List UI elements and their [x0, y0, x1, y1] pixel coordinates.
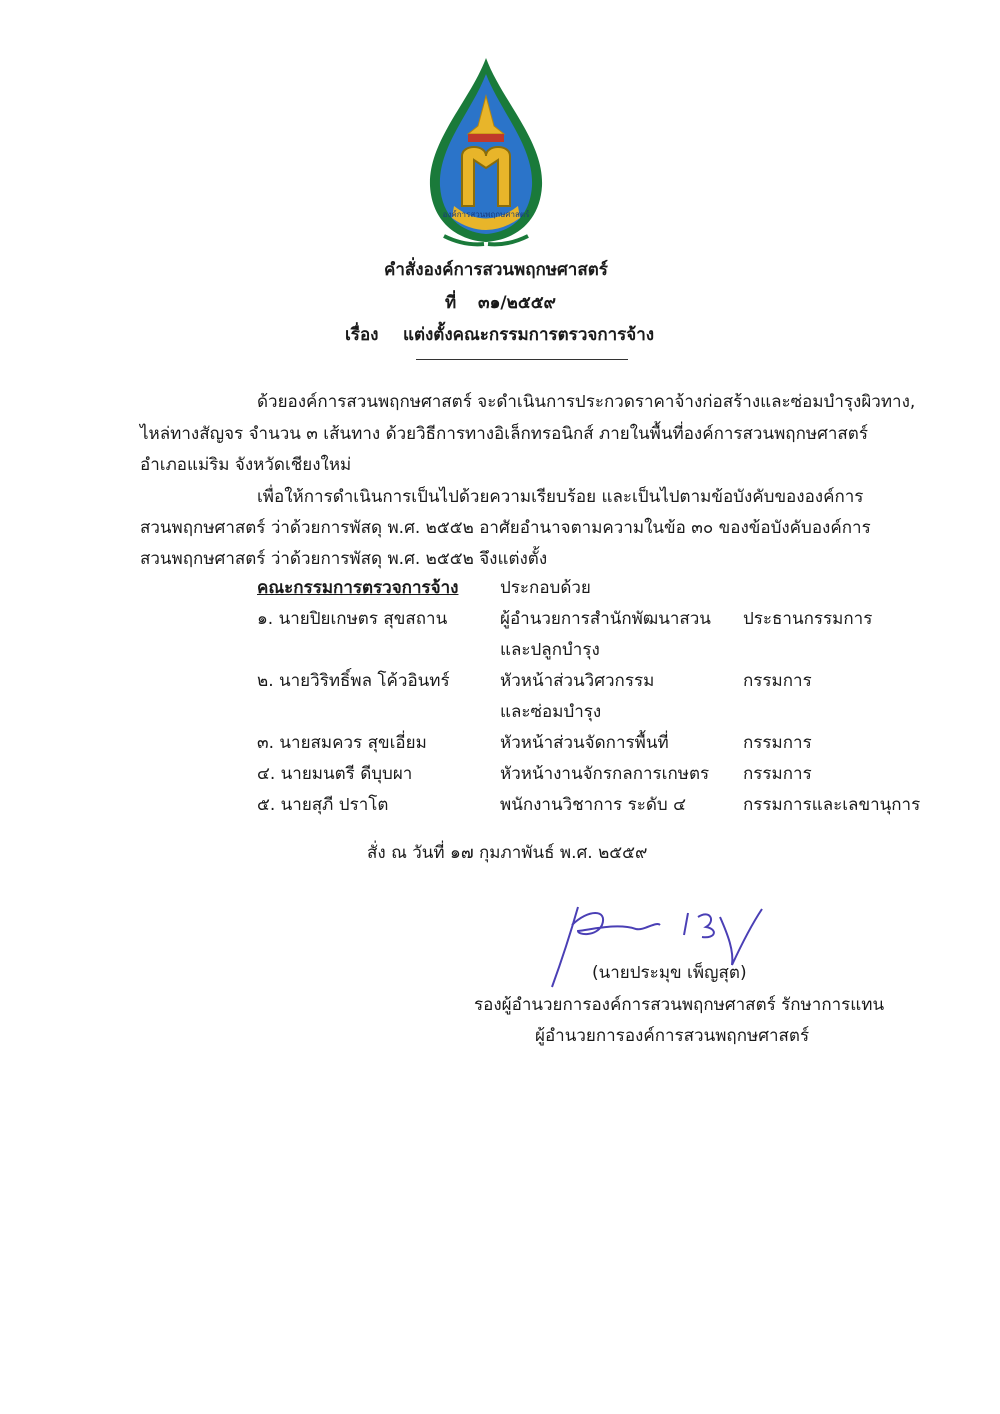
order-date: สั่ง ณ วันที่ ๑๗ กุมภาพันธ์ พ.ศ. ๒๕๕๙	[367, 843, 648, 863]
subject-label: เรื่อง	[345, 325, 379, 345]
committee-heading: คณะกรรมการตรวจการจ้าง	[257, 578, 459, 598]
member-name: ๔. นายมนตรี ดีบุบผา	[257, 764, 413, 784]
organization-emblem	[424, 56, 548, 250]
member-role: กรรมการ	[743, 764, 812, 784]
subject: แต่งตั้งคณะกรรมการตรวจการจ้าง	[403, 325, 655, 345]
member-role: ประธานกรรมการ	[743, 609, 873, 629]
paragraph-1-line-3: อำเภอแม่ริม จังหวัดเชียงใหม่	[140, 455, 352, 475]
paragraph-2-line-2: สวนพฤกษศาสตร์ ว่าด้วยการพัสดุ พ.ศ. ๒๕๕๒ อาศัยอำนาจตามความในข้อ ๓๐ ของข้อบังคับองค์การ	[140, 518, 871, 538]
paragraph-1-line-2: ไหล่ทางสัญจร จำนวน ๓ เส้นทาง ด้วยวิธีการทางอิเล็กทรอนิกส์ ภายในพื้นที่องค์การสวนพฤกษศาสตร์	[140, 424, 868, 444]
emblem-crown-base	[468, 134, 504, 142]
page-title: คำสั่งองค์การสวนพฤกษศาสตร์	[384, 260, 608, 280]
signatory-title-line-1: รองผู้อำนวยการองค์การสวนพฤกษศาสตร์ รักษาการแทน	[474, 995, 885, 1015]
member-position: ผู้อำนวยการสำนักพัฒนาสวน	[500, 609, 711, 629]
member-role: กรรมการและเลขานุการ	[743, 795, 921, 815]
member-name: ๕. นายสุภี ปราโต	[257, 795, 389, 815]
member-position: หัวหน้าส่วนจัดการพื้นที่	[500, 733, 669, 753]
order-number-label: ที่	[445, 293, 457, 313]
member-position-cont: และซ่อมบำรุง	[500, 702, 602, 722]
paragraph-2-line-3: สวนพฤกษศาสตร์ ว่าด้วยการพัสดุ พ.ศ. ๒๕๕๒ จึงแต่งตั้ง	[140, 549, 548, 569]
signatory-title-line-2: ผู้อำนวยการองค์การสวนพฤกษศาสตร์	[535, 1026, 810, 1046]
committee-consists-of: ประกอบด้วย	[500, 578, 591, 598]
member-role: กรรมการ	[743, 733, 812, 753]
paragraph-2-line-1: เพื่อให้การดำเนินการเป็นไปด้วยความเรียบร้อย และเป็นไปตามข้อบังคับขององค์การ	[257, 487, 864, 507]
header-divider	[416, 359, 628, 360]
paragraph-1-line-1: ด้วยองค์การสวนพฤกษศาสตร์ จะดำเนินการประกวดราคาจ้างก่อสร้างและซ่อมบำรุงผิวทาง,	[257, 392, 916, 412]
emblem-ring-text: องค์การสวนพฤกษศาสตร์	[442, 210, 530, 219]
member-name: ๒. นายวิริทธิ์พล โค้วอินทร์	[257, 671, 450, 691]
member-position-cont: และปลูกบำรุง	[500, 640, 600, 660]
member-position: หัวหน้าส่วนวิศวกรรม	[500, 671, 655, 691]
member-position: พนักงานวิชาการ ระดับ ๔	[500, 795, 686, 815]
member-name: ๓. นายสมควร สุขเอี่ยม	[257, 733, 427, 753]
member-role: กรรมการ	[743, 671, 812, 691]
order-number: ๓๑/๒๕๕๙	[478, 293, 557, 313]
member-name: ๑. นายปิยเกษตร สุขสถาน	[257, 609, 448, 629]
member-position: หัวหน้างานจักรกลการเกษตร	[500, 764, 710, 784]
signatory-name: (นายประมุข เพ็ญสุต)	[592, 963, 747, 983]
